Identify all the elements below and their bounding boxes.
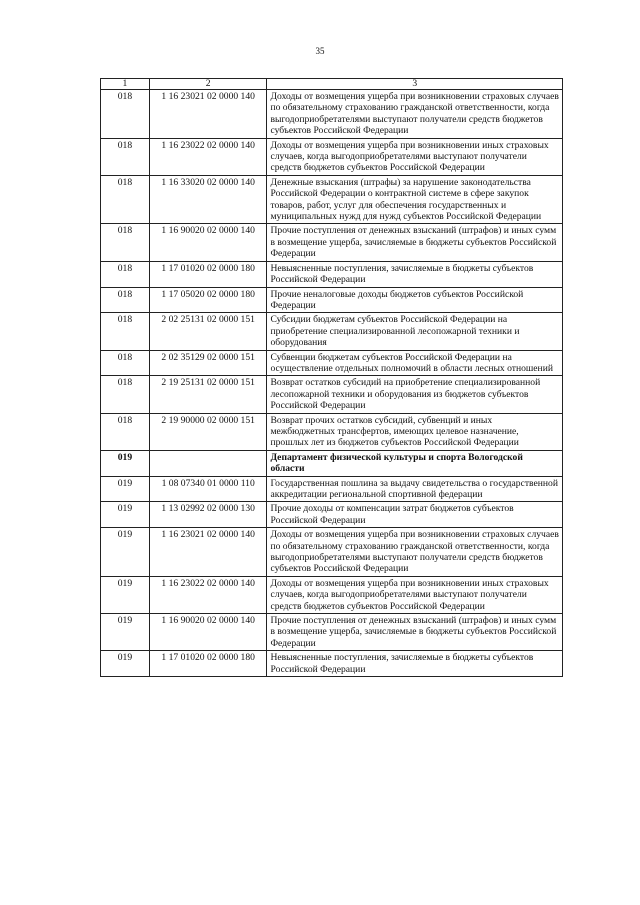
admin-code-cell: 018 xyxy=(101,313,150,350)
kbk-code-cell: 1 17 01020 02 0000 180 xyxy=(149,651,267,677)
kbk-code-cell: 1 16 90020 02 0000 140 xyxy=(149,614,267,651)
admin-code-cell: 018 xyxy=(101,287,150,313)
revenue-name-cell: Прочие поступления от денежных взысканий (штрафов) и иных сумм в возмещение ущерба, зачисляемые в бюджеты субъектов Российской Федерации xyxy=(267,224,563,261)
admin-code-cell: 019 xyxy=(101,476,150,502)
revenue-name-cell: Доходы от возмещения ущерба при возникновении иных страховых случаев, когда выгодоприобретателями выступают получатели средств бюджетов субъектов Российской Федерации xyxy=(267,576,563,613)
admin-code-cell: 018 xyxy=(101,90,150,139)
kbk-code-cell: 1 16 23022 02 0000 140 xyxy=(149,138,267,175)
revenue-name-cell: Государственная пошлина за выдачу свидетельства о государственной аккредитации региональной спортивной федерации xyxy=(267,476,563,502)
table-row xyxy=(101,476,563,502)
admin-code-cell: 018 xyxy=(101,224,150,261)
revenue-name-cell: Доходы от возмещения ущерба при возникновении страховых случаев по обязательному страхованию гражданской ответственности, когда выгодоприобретателями выступают получатели средств бюджетов субъектов Российской Федерации xyxy=(267,528,563,577)
revenue-name-cell: Возврат прочих остатков субсидий, субвенций и иных межбюджетных трансфертов, имеющих целевое назначение, прошлых лет из бюджетов субъектов Российской Федерации xyxy=(267,413,563,450)
table-row xyxy=(101,651,563,677)
table-row xyxy=(101,313,563,350)
kbk-code-cell: 2 19 25131 02 0000 151 xyxy=(149,376,267,413)
kbk-code-cell: 1 16 23022 02 0000 140 xyxy=(149,576,267,613)
table-row xyxy=(101,224,563,261)
revenue-name-cell: Прочие доходы от компенсации затрат бюджетов субъектов Российской Федерации xyxy=(267,502,563,528)
column-header-2: 2 xyxy=(149,79,267,90)
table-row xyxy=(101,261,563,287)
table-row xyxy=(101,175,563,224)
admin-code-cell: 018 xyxy=(101,413,150,450)
page-number: 35 xyxy=(315,46,325,56)
admin-code-cell: 018 xyxy=(101,261,150,287)
revenue-name-cell: Денежные взыскания (штрафы) за нарушение законодательства Российской Федерации о контрактной системе в сфере закупок товаров, работ, услуг для обеспечения государственных и муниципальных нужд для нужд субъектов Российской Федерации xyxy=(267,175,563,224)
table-row xyxy=(101,90,563,139)
table-row xyxy=(101,287,563,313)
revenue-name-cell: Прочие поступления от денежных взысканий (штрафов) и иных сумм в возмещение ущерба, зачисляемые в бюджеты субъектов Российской Федерации xyxy=(267,614,563,651)
admin-code-cell: 018 xyxy=(101,138,150,175)
table-body xyxy=(101,79,563,677)
kbk-code-cell: 1 17 01020 02 0000 180 xyxy=(149,261,267,287)
revenue-name-cell: Доходы от возмещения ущерба при возникновении иных страховых случаев, когда выгодоприобретателями выступают получатели средств бюджетов субъектов Российской Федерации xyxy=(267,138,563,175)
revenue-name-cell: Возврат остатков субсидий на приобретение специализированной лесопожарной техники и оборудования из бюджетов субъектов Российской Федерации xyxy=(267,376,563,413)
table-row xyxy=(101,614,563,651)
column-header-1: 1 xyxy=(101,79,150,90)
kbk-code-cell: 2 02 35129 02 0000 151 xyxy=(149,350,267,376)
kbk-code-cell: 1 16 90020 02 0000 140 xyxy=(149,224,267,261)
table-row xyxy=(101,576,563,613)
kbk-code-cell: 1 16 23021 02 0000 140 xyxy=(149,90,267,139)
kbk-code-cell: 1 16 23021 02 0000 140 xyxy=(149,528,267,577)
kbk-code-cell: 2 19 90000 02 0000 151 xyxy=(149,413,267,450)
admin-code-cell: 019 xyxy=(101,502,150,528)
admin-code-cell: 019 xyxy=(101,651,150,677)
table-row xyxy=(101,138,563,175)
revenue-name-cell: Департамент физической культуры и спорта Вологодской области xyxy=(267,450,563,476)
table-row xyxy=(101,376,563,413)
admin-code-cell: 019 xyxy=(101,528,150,577)
column-header-3: 3 xyxy=(267,79,563,90)
table-row xyxy=(101,502,563,528)
admin-code-cell: 018 xyxy=(101,350,150,376)
kbk-code-cell: 1 17 05020 02 0000 180 xyxy=(149,287,267,313)
revenue-name-cell: Прочие неналоговые доходы бюджетов субъектов Российской Федерации xyxy=(267,287,563,313)
revenue-name-cell: Невыясненные поступления, зачисляемые в бюджеты субъектов Российской Федерации xyxy=(267,261,563,287)
revenue-name-cell: Доходы от возмещения ущерба при возникновении страховых случаев по обязательному страхованию гражданской ответственности, когда выгодоприобретателями выступают получатели средств бюджетов субъектов Российской Федерации xyxy=(267,90,563,139)
admin-code-cell: 019 xyxy=(101,576,150,613)
admin-code-cell: 019 xyxy=(101,450,150,476)
table-row xyxy=(101,528,563,577)
table-header-row xyxy=(101,79,563,90)
kbk-code-cell: 1 08 07340 01 0000 110 xyxy=(149,476,267,502)
kbk-code-cell xyxy=(149,450,267,476)
revenue-name-cell: Невыясненные поступления, зачисляемые в бюджеты субъектов Российской Федерации xyxy=(267,651,563,677)
admin-code-cell: 019 xyxy=(101,614,150,651)
kbk-code-cell: 1 16 33020 02 0000 140 xyxy=(149,175,267,224)
revenue-codes-table xyxy=(100,78,563,677)
kbk-code-cell: 2 02 25131 02 0000 151 xyxy=(149,313,267,350)
table-row xyxy=(101,350,563,376)
admin-code-cell: 018 xyxy=(101,376,150,413)
department-row xyxy=(101,450,563,476)
admin-code-cell: 018 xyxy=(101,175,150,224)
table-row xyxy=(101,413,563,450)
kbk-code-cell: 1 13 02992 02 0000 130 xyxy=(149,502,267,528)
revenue-name-cell: Субсидии бюджетам субъектов Российской Федерации на приобретение специализированной лесопожарной техники и оборудования xyxy=(267,313,563,350)
revenue-name-cell: Субвенции бюджетам субъектов Российской Федерации на осуществление отдельных полномочий в области лесных отношений xyxy=(267,350,563,376)
